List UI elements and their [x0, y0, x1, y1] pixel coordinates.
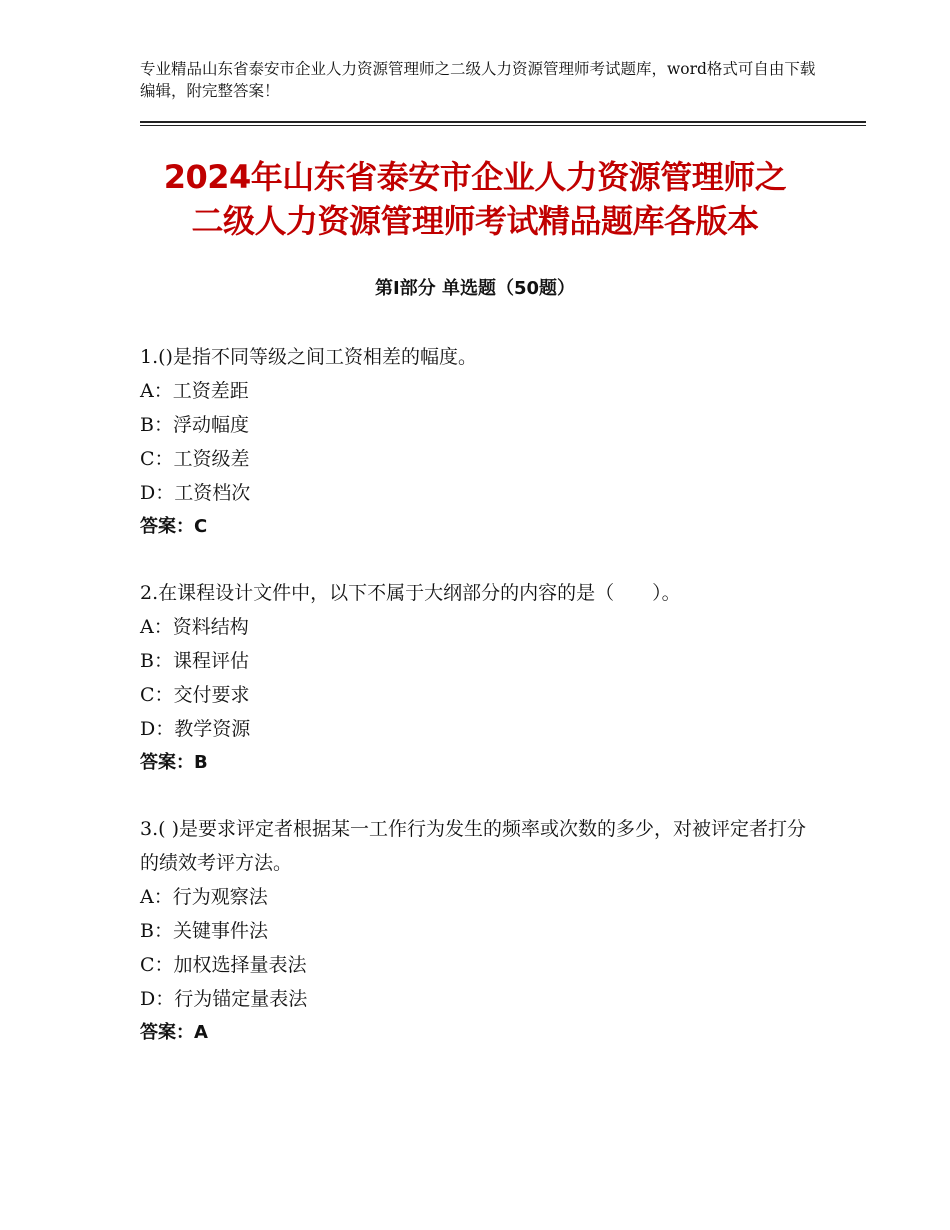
header-note: 专业精品山东省泰安市企业人力资源管理师之二级人力资源管理师考试题库，word格式可自由下载编辑，附完整答案！ [140, 60, 816, 100]
answer-line: 答案：C [140, 516, 208, 537]
question-stem: 2.在课程设计文件中，以下不属于大纲部分的内容的是（ ）。 [140, 582, 681, 604]
option-b: B：浮动幅度 [140, 414, 249, 436]
question-2 [140, 576, 820, 780]
title-line-1: 2024年山东省泰安市企业人力资源管理师之 [163, 158, 787, 196]
option-a: A：工资差距 [140, 380, 249, 402]
question-3 [140, 812, 820, 1050]
option-c: C：工资级差 [140, 448, 250, 470]
option-b: B：关键事件法 [140, 920, 268, 942]
header-rule-thick [140, 121, 866, 123]
option-d: D：行为锚定量表法 [140, 988, 308, 1010]
option-d: D：工资档次 [140, 482, 251, 504]
option-b: B：课程评估 [140, 650, 249, 672]
option-a: A：行为观察法 [140, 886, 268, 908]
option-c: C：加权选择量表法 [140, 954, 307, 976]
option-c: C：交付要求 [140, 684, 250, 706]
title-line-2: 二级人力资源管理师考试精品题库各版本 [191, 202, 759, 240]
question-stem: 1.()是指不同等级之间工资相差的幅度。 [140, 346, 477, 368]
document-title [100, 155, 850, 243]
section-heading: 第Ⅰ部分 单选题（50题） [374, 278, 575, 299]
answer-line: 答案：A [140, 1022, 208, 1043]
question-stem: 3.( )是要求评定者根据某一工作行为发生的频率或次数的多少，对被评定者打分的绩效考评方法。 [140, 818, 806, 874]
question-list [140, 340, 820, 1082]
question-1 [140, 340, 820, 544]
option-a: A：资料结构 [140, 616, 249, 638]
option-d: D：教学资源 [140, 718, 251, 740]
header-rule-thin [140, 125, 866, 126]
answer-line: 答案：B [140, 752, 208, 773]
